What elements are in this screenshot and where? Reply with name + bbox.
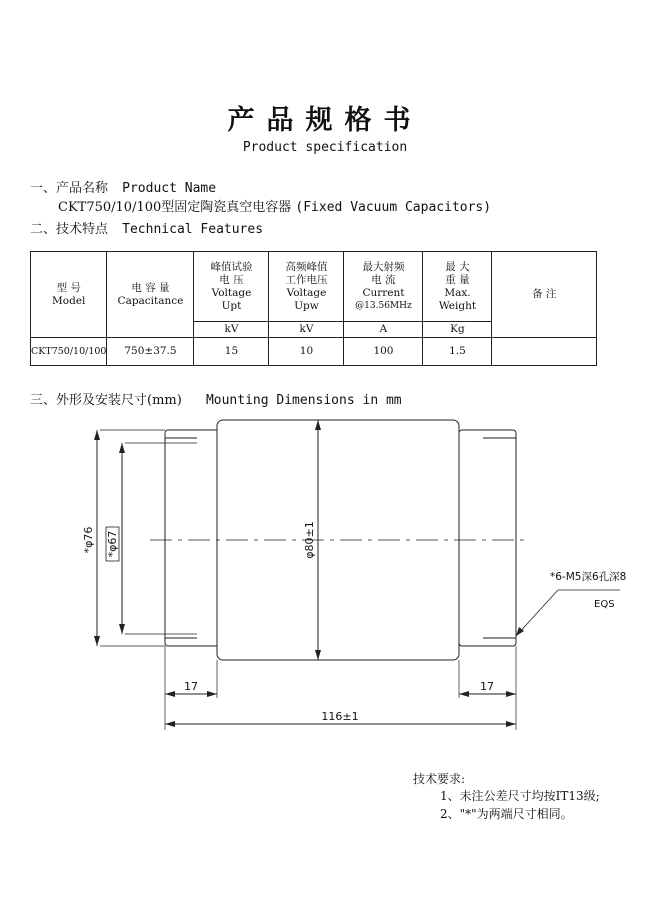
model-line-cn: CKT750/10/100型固定陶瓷真空电容器 <box>58 200 292 215</box>
left-terminal <box>165 430 219 646</box>
dim-text-phi76: *φ76 <box>82 526 95 554</box>
header-working-voltage: 高频峰值 工作电压 Voltage Upw <box>269 252 344 322</box>
unit-test-voltage: kV <box>194 322 269 338</box>
dim-text-phi80: φ80±1 <box>303 521 316 559</box>
section2-heading-en: Technical Features <box>122 222 264 237</box>
header-remarks: 备 注 <box>492 252 597 338</box>
model-line-en: (Fixed Vacuum Capacitors) <box>295 200 492 215</box>
page-title: 产品规格书 <box>227 105 423 136</box>
note-item-2: 2、"*"为两端尺寸相同。 <box>440 807 573 821</box>
right-terminal <box>459 430 516 646</box>
header-current: 最大射频 电 流 Current @13.56MHz <box>344 252 423 322</box>
notes-heading: 技术要求: <box>413 772 466 786</box>
callout-thread-text: *6-M5深6孔深8 <box>550 571 627 583</box>
page-subtitle: Product specification <box>242 140 408 155</box>
header-model: 型 号 Model <box>31 252 107 338</box>
unit-current: A <box>344 322 423 338</box>
callout-leader <box>516 590 558 636</box>
header-weight: 最 大 重 量 Max. Weight <box>423 252 492 322</box>
section2-heading: 二、技术特点 <box>30 222 109 237</box>
dim-text-total: 116±1 <box>321 710 359 723</box>
dim-text-left-17: 17 <box>184 680 198 693</box>
callout-eqs-text: EQS <box>594 599 615 610</box>
dim-text-right-17: 17 <box>480 680 494 693</box>
cell-weight: 1.5 <box>423 338 492 366</box>
cell-current: 100 <box>344 338 423 366</box>
dim-text-phi67: *φ67 <box>106 530 119 558</box>
section1-heading: 一、产品名称 <box>30 181 109 196</box>
header-capacitance: 电 容 量 Capacitance <box>107 252 194 338</box>
unit-working-voltage: kV <box>269 322 344 338</box>
unit-weight: Kg <box>423 322 492 338</box>
cell-capacitance: 750±37.5 <box>107 338 194 366</box>
cell-model: CKT750/10/100 <box>31 338 107 366</box>
section1-heading-en: Product Name <box>122 181 217 196</box>
section3-heading-en: Mounting Dimensions in mm <box>205 393 402 408</box>
cell-working-voltage: 10 <box>269 338 344 366</box>
note-item-1: 1、未注公差尺寸均按IT13级; <box>440 789 600 803</box>
cell-test-voltage: 15 <box>194 338 269 366</box>
section3-heading: 三、外形及安装尺寸(mm) <box>30 393 182 408</box>
header-test-voltage: 峰值试验 电 压 Voltage Upt <box>194 252 269 322</box>
